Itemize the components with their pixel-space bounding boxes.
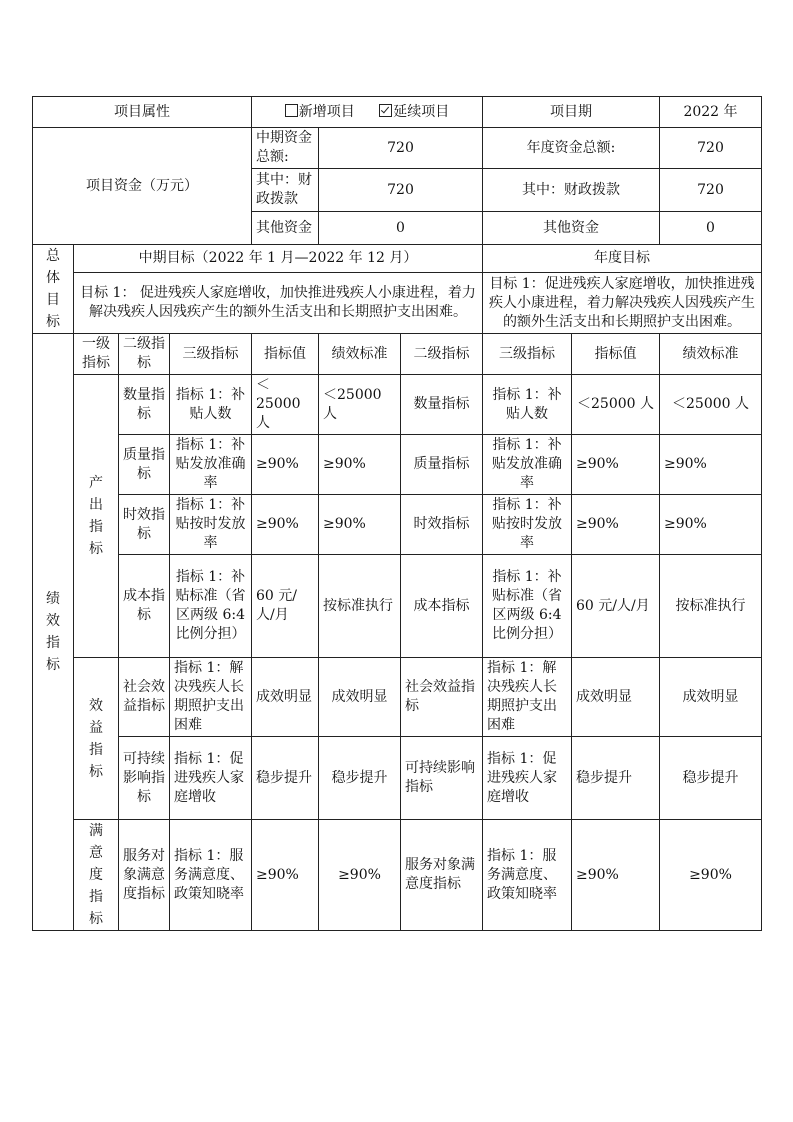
year-l2-cell: 成本指标 xyxy=(401,555,483,658)
mid-standard-cell: ≥90% xyxy=(319,495,401,555)
year-fiscal-label: 其中：财政拨款 xyxy=(483,169,660,212)
year-l2-cell: 社会效益指标 xyxy=(401,658,483,737)
table-row xyxy=(33,737,762,820)
mid-value-cell: 稳步提升 xyxy=(252,737,319,820)
year-l3-cell: 指标 1：补贴人数 xyxy=(483,375,572,435)
col-year-value-header: 指标值 xyxy=(572,334,660,375)
year-goal-heading: 年度目标 xyxy=(483,245,762,273)
year-standard-cell: 成效明显 xyxy=(660,658,762,737)
year-l2-cell: 时效指标 xyxy=(401,495,483,555)
mid-other-value: 0 xyxy=(319,212,483,245)
mid-total-value: 720 xyxy=(319,128,483,169)
perf-indicator-label: 绩效指标 xyxy=(33,334,74,931)
year-standard-cell: ＜25000 人 xyxy=(660,375,762,435)
project-period-label: 项目期 xyxy=(483,97,660,128)
year-goal-text: 目标 1：促进残疾人家庭增收，加快推进残疾人小康进程，着力解决残疾人因残疾产生的额外生活支出和长期照护支出困难。 xyxy=(483,273,762,334)
mid-value-cell: 60 元/人/月 xyxy=(252,555,319,658)
year-l2-cell: 数量指标 xyxy=(401,375,483,435)
year-value-cell: 稳步提升 xyxy=(572,737,660,820)
mid-fiscal-value: 720 xyxy=(319,169,483,212)
year-l3-cell: 指标 1：补贴发放准确率 xyxy=(483,435,572,495)
year-value-cell: ＜25000 人 xyxy=(572,375,660,435)
project-period-value: 2022 年 xyxy=(660,97,762,128)
table-row xyxy=(33,658,762,737)
year-total-value: 720 xyxy=(660,128,762,169)
mid-standard-cell: 按标准执行 xyxy=(319,555,401,658)
mid-standard-cell: ≥90% xyxy=(319,820,401,931)
performance-goal-table xyxy=(32,96,762,931)
mid-l3-cell: 指标 1：解决残疾人长期照护支出困难 xyxy=(170,658,252,737)
group-benefit: 效益指标 xyxy=(74,658,119,820)
year-l3-cell: 指标 1：解决残疾人长期照护支出困难 xyxy=(483,658,572,737)
year-l2-cell: 可持续影响指标 xyxy=(401,737,483,820)
col-l2-header: 二级指标 xyxy=(119,334,170,375)
table-row xyxy=(33,555,762,658)
mid-l3-cell: 指标 1：促进残疾人家庭增收 xyxy=(170,737,252,820)
mid-goal-text: 目标 1： 促进残疾人家庭增收，加快推进残疾人小康进程，着力解决残疾人因残疾产生的额外生活支出和长期照护支出困难。 xyxy=(74,273,483,334)
year-value-cell: ≥90% xyxy=(572,435,660,495)
table-row xyxy=(33,820,762,931)
year-total-label: 年度资金总额: xyxy=(483,128,660,169)
mid-other-label: 其他资金 xyxy=(252,212,319,245)
overall-goal-label: 总体目标 xyxy=(33,245,74,334)
year-standard-cell: ≥90% xyxy=(660,435,762,495)
year-standard-cell: ≥90% xyxy=(660,820,762,931)
project-type-options xyxy=(252,97,483,128)
mid-standard-cell: 成效明显 xyxy=(319,658,401,737)
year-l3-cell: 指标 1：促进残疾人家庭增收 xyxy=(483,737,572,820)
mid-l2-cell: 时效指标 xyxy=(119,495,170,555)
mid-l2-cell: 数量指标 xyxy=(119,375,170,435)
mid-l3-cell: 指标 1：补贴发放准确率 xyxy=(170,435,252,495)
mid-l3-cell: 指标 1：补贴标准（省区两级 6:4 比例分担） xyxy=(170,555,252,658)
option-continued[interactable]: 延续项目 xyxy=(379,104,449,120)
mid-l3-cell: 指标 1：服务满意度、政策知晓率 xyxy=(170,820,252,931)
mid-value-cell: 成效明显 xyxy=(252,658,319,737)
mid-l3-cell: 指标 1：补贴按时发放率 xyxy=(170,495,252,555)
year-value-cell: 成效明显 xyxy=(572,658,660,737)
mid-l2-cell: 服务对象满意度指标 xyxy=(119,820,170,931)
project-attr-label: 项目属性 xyxy=(33,97,252,128)
year-value-cell: ≥90% xyxy=(572,820,660,931)
year-l2-cell: 质量指标 xyxy=(401,435,483,495)
mid-standard-cell: ＜25000 人 xyxy=(319,375,401,435)
year-l3-cell: 指标 1：服务满意度、政策知晓率 xyxy=(483,820,572,931)
col-year-l3-header: 三级指标 xyxy=(483,334,572,375)
year-other-value: 0 xyxy=(660,212,762,245)
mid-value-cell: ≥90% xyxy=(252,820,319,931)
table-row xyxy=(33,435,762,495)
year-l3-cell: 指标 1：补贴标准（省区两级 6:4 比例分担） xyxy=(483,555,572,658)
checkbox-empty-icon[interactable] xyxy=(285,104,298,117)
mid-value-cell: ≥90% xyxy=(252,495,319,555)
mid-l2-cell: 可持续影响指标 xyxy=(119,737,170,820)
option-new[interactable]: 新增项目 xyxy=(285,104,355,120)
mid-value-cell: ＜25000 人 xyxy=(252,375,319,435)
year-l2-cell: 服务对象满意度指标 xyxy=(401,820,483,931)
col-value-header: 指标值 xyxy=(252,334,319,375)
year-l3-cell: 指标 1：补贴按时发放率 xyxy=(483,495,572,555)
mid-l2-cell: 成本指标 xyxy=(119,555,170,658)
mid-l2-cell: 质量指标 xyxy=(119,435,170,495)
group-satisfaction: 满意度指标 xyxy=(74,820,119,931)
year-fiscal-value: 720 xyxy=(660,169,762,212)
col-year-l2-header: 二级指标 xyxy=(401,334,483,375)
year-standard-cell: 按标准执行 xyxy=(660,555,762,658)
mid-value-cell: ≥90% xyxy=(252,435,319,495)
year-standard-cell: ≥90% xyxy=(660,495,762,555)
col-l3-header: 三级指标 xyxy=(170,334,252,375)
group-output: 产出指标 xyxy=(74,375,119,658)
mid-total-label: 中期资金总额: xyxy=(252,128,319,169)
col-year-standard-header: 绩效标准 xyxy=(660,334,762,375)
mid-standard-cell: ≥90% xyxy=(319,435,401,495)
col-l1-header: 一级指标 xyxy=(74,334,119,375)
mid-standard-cell: 稳步提升 xyxy=(319,737,401,820)
year-value-cell: 60 元/人/月 xyxy=(572,555,660,658)
checkbox-checked-icon[interactable] xyxy=(379,104,392,117)
table-row xyxy=(33,375,762,435)
mid-l3-cell: 指标 1：补贴人数 xyxy=(170,375,252,435)
col-standard-header: 绩效标准 xyxy=(319,334,401,375)
year-standard-cell: 稳步提升 xyxy=(660,737,762,820)
mid-goal-heading: 中期目标（2022 年 1 月—2022 年 12 月） xyxy=(74,245,483,273)
year-other-label: 其他资金 xyxy=(483,212,660,245)
table-row xyxy=(33,495,762,555)
year-value-cell: ≥90% xyxy=(572,495,660,555)
mid-l2-cell: 社会效益指标 xyxy=(119,658,170,737)
funds-label: 项目资金（万元） xyxy=(33,128,252,245)
mid-fiscal-label: 其中：财政拨款 xyxy=(252,169,319,212)
